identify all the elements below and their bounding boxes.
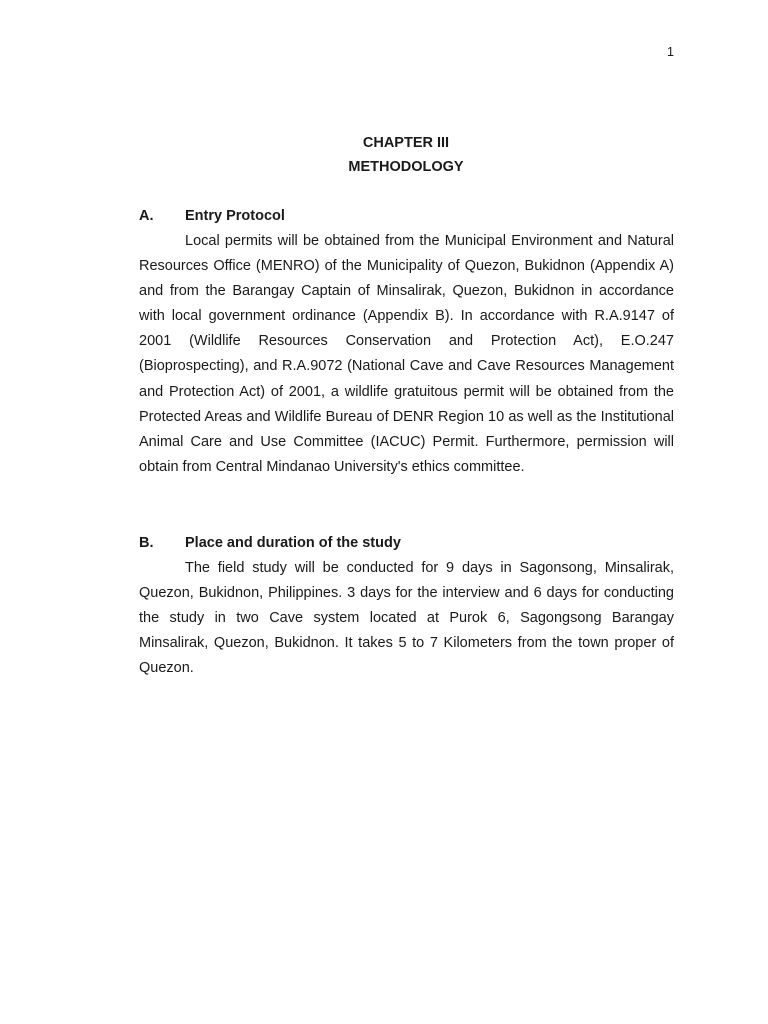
section-body: The field study will be conducted for 9 days in Sagonsong, Minsalirak, Quezon, Bukidnon, Philippines. 3 days for the interview and 6 days for conducting the study in two Cave system located at Purok 6, Sagongsong Barangay Minsalirak, Quezon, Bukidnon. It takes 5 to 7 Kilometers from the town proper of Quezon. [139, 560, 674, 677]
section-entry-protocol [139, 204, 674, 480]
page-number: 1 [667, 45, 674, 59]
section-title: Place and duration of the study [185, 535, 401, 551]
section-title: Entry Protocol [185, 208, 285, 224]
section-letter: A. [139, 208, 154, 224]
section-heading [139, 531, 674, 556]
section-heading [139, 204, 674, 229]
section-body: Local permits will be obtained from the Municipal Environment and Natural Resources Office (MENRO) of the Municipality of Quezon, Bukidnon (Appendix A) and from the Barangay Captain of Minsalirak, Quezon, Bukidnon in accordance with local government ordinance (Appendix B). In accordance with R.A.9147 of 2001 (Wildlife Resources Conservation and Protection Act), E.O.247 (Bioprospecting), and R.A.9072 (National Cave and Cave Resources Management and Protection Act) of 2001, a wildlife gratuitous permit will be obtained from the Protected Areas and Wildlife Bureau of DENR Region 10 as well as the Institutional Animal Care and Use Committee (IACUC) Permit. Furthermore, permission will obtain from Central Mindanao University's ethics committee. [139, 233, 674, 475]
section-letter: B. [139, 535, 154, 551]
chapter-heading [0, 131, 768, 179]
chapter-title: METHODOLOGY [348, 159, 464, 175]
chapter-label: CHAPTER III [362, 135, 450, 151]
section-place-duration [139, 531, 674, 681]
